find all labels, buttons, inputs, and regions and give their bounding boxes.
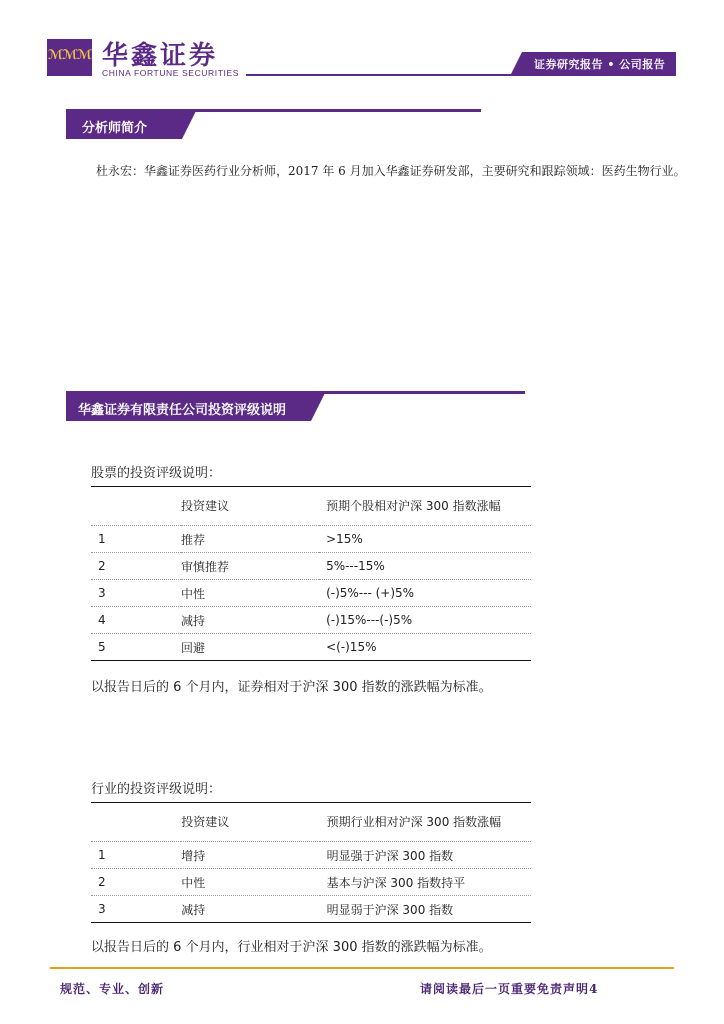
footer-divider (50, 967, 674, 969)
header-cell (91, 803, 181, 842)
footer-slogan: 规范、专业、创新 (60, 982, 165, 996)
table-cell: 明显强于沪深 300 指数 (326, 848, 454, 863)
table-row (91, 526, 531, 553)
footer-disclaimer (420, 980, 598, 997)
header-cell: 投资建议 (181, 499, 230, 513)
table-cell: 增持 (181, 848, 206, 863)
table-cell: <(-)15% (326, 640, 377, 654)
table-row (91, 580, 531, 607)
industry-rating-intro: 行业的投资评级说明： (91, 782, 222, 797)
analyst-section-title: 分析师简介 (82, 121, 148, 136)
stock-rating-table (91, 486, 531, 661)
table-row (91, 896, 531, 923)
stock-rating-intro: 股票的投资评级说明： (91, 466, 222, 481)
table-cell: 推荐 (181, 532, 206, 547)
table-row (91, 607, 531, 634)
table-cell: 回避 (181, 640, 206, 655)
industry-rating-table (91, 802, 531, 923)
industry-rating-note: 以报告日后的 6 个月内，行业相对于沪深 300 指数的涨跌幅为标准。 (91, 940, 492, 955)
header-cell: 预期个股相对沪深 300 指数涨幅 (326, 499, 501, 513)
table-cell: 5 (98, 640, 106, 654)
table-cell: 1 (98, 848, 106, 862)
header-cell: 投资建议 (181, 815, 230, 829)
table-cell: 5%---15% (326, 559, 385, 573)
table-cell: 1 (98, 532, 106, 546)
table-cell: (-)5%--- (+)5% (326, 586, 415, 600)
rating-section-title: 华鑫证券有限责任公司投资评级说明 (78, 403, 287, 418)
table-cell: 审慎推荐 (181, 559, 230, 574)
table-cell: 基本与沪深 300 指数持平 (326, 875, 466, 890)
table-cell: 2 (98, 875, 106, 889)
header-cell: 预期行业相对沪深 300 指数涨幅 (326, 815, 502, 829)
table-header-row (91, 803, 531, 842)
table-cell: 减持 (181, 613, 206, 628)
table-row (91, 553, 531, 580)
table-cell: (-)15%---(-)5% (326, 613, 413, 627)
table-cell: 中性 (181, 586, 206, 601)
table-cell: 2 (98, 559, 106, 573)
table-header-row (91, 487, 531, 526)
report-tag-text: 证券研究报告 • 公司报告 (534, 58, 666, 71)
logo-mark-icon: ℳℳℳ (47, 48, 92, 63)
analyst-bio: 杜永宏：华鑫证券医药行业分析师，2017 年 6 月加入华鑫证券研发部，主要研究和跟踪领域：医药生物行业。 (96, 164, 686, 178)
table-cell: 3 (98, 902, 106, 916)
brand-name-en: CHINA FORTUNE SECURITIES (102, 68, 240, 78)
table-cell: 3 (98, 586, 106, 600)
disclaimer-text: 请阅读最后一页重要免责声明 (420, 982, 590, 996)
brand-name-cn: 华鑫证券 (102, 41, 219, 71)
stock-rating-note: 以报告日后的 6 个月内，证券相对于沪深 300 指数的涨跌幅为标准。 (91, 680, 492, 695)
table-cell: 明显弱于沪深 300 指数 (326, 902, 454, 917)
table-cell: 减持 (181, 902, 206, 917)
table-cell: 中性 (181, 875, 206, 890)
table-row (91, 869, 531, 896)
table-cell: 4 (98, 613, 106, 627)
table-row (91, 842, 531, 869)
header-cell (91, 487, 181, 526)
table-row (91, 634, 531, 661)
table-cell: >15% (326, 532, 363, 546)
page-number: 4 (589, 982, 599, 996)
